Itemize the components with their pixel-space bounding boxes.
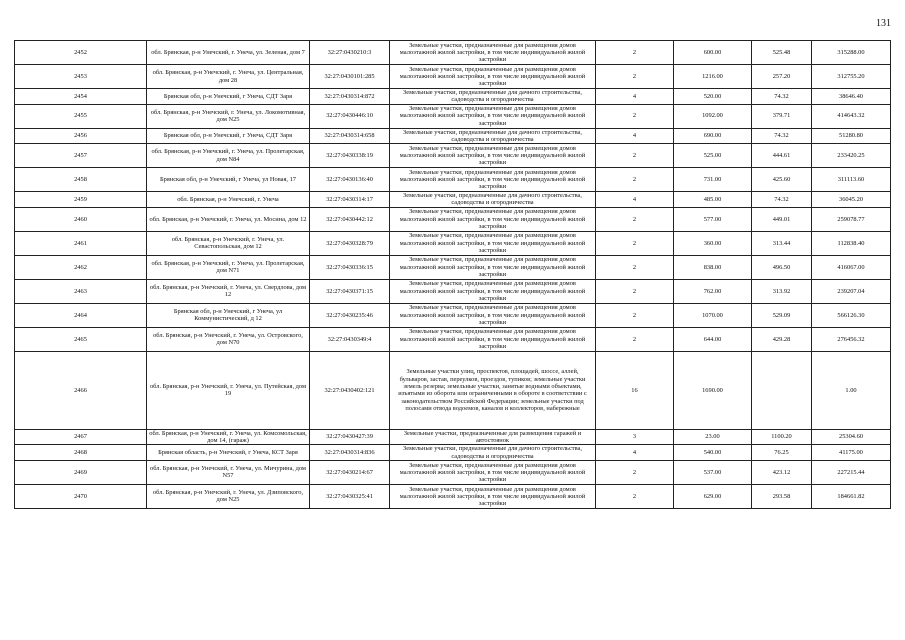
row-number: 2465 [15, 327, 147, 351]
area-cell: 600.00 [674, 41, 752, 65]
rate-cell: 1100.20 [752, 429, 812, 445]
group-cell: 2 [596, 279, 674, 303]
rate-cell: 74.32 [752, 89, 812, 105]
cadastral-value-cell: 51280.80 [812, 128, 891, 144]
table-row [15, 104, 891, 128]
area-cell: 762.00 [674, 279, 752, 303]
rate-cell: 449.01 [752, 207, 812, 231]
address-cell: обл. Брянская, р-н Унечский, г. Унеча, ул. Свердлова, дом 12 [147, 279, 310, 303]
cadastral-number-cell: 32:27:0430136:40 [310, 168, 390, 192]
cadastral-value-cell: 414643.32 [812, 104, 891, 128]
cadastral-number-cell: 32:27:0430442:12 [310, 207, 390, 231]
cadastral-number-cell: 32:27:0430427:39 [310, 429, 390, 445]
land-use-cell: Земельные участки, предназначенные для дачного строительства, садоводства и огородничества [390, 89, 596, 105]
group-cell: 2 [596, 327, 674, 351]
table-row [15, 484, 891, 508]
cadastral-number-cell: 32:27:0430314:17 [310, 192, 390, 208]
group-cell: 2 [596, 144, 674, 168]
rate-cell: 423.12 [752, 460, 812, 484]
row-number: 2462 [15, 255, 147, 279]
area-cell: 525.00 [674, 144, 752, 168]
address-cell: обл. Брянская, р-н Унечский, г. Унеча, ул. Локомотивная, дом N25 [147, 104, 310, 128]
table-row [15, 327, 891, 351]
area-cell: 23.00 [674, 429, 752, 445]
land-use-cell: Земельные участки, предназначенные для размещения домов малоэтажной жилой застройки, в том числе индивидуальной жилой застройки [390, 104, 596, 128]
row-number: 2458 [15, 168, 147, 192]
cadastral-number-cell: 32:27:0430314:658 [310, 128, 390, 144]
address-cell: обл. Брянская, р-н Унечский, г. Унеча, ул. Центральная, дом 28 [147, 65, 310, 89]
table-row [15, 89, 891, 105]
address-cell: обл. Брянская, р-н Унечский, г. Унеча, ул. Мосина, дом 12 [147, 207, 310, 231]
address-cell: обл. Брянская, р-н Унечский, г. Унеча, ул. Мичурина, дом N57 [147, 460, 310, 484]
area-cell: 629.00 [674, 484, 752, 508]
cadastral-number-cell: 32:27:0430214:67 [310, 460, 390, 484]
land-use-cell: Земельные участки, предназначенные для размещения домов малоэтажной жилой застройки, в том числе индивидуальной жилой застройки [390, 144, 596, 168]
area-cell: 1216.00 [674, 65, 752, 89]
cadastral-value-cell: 38646.40 [812, 89, 891, 105]
cadastral-number-cell: 32:27:0430314:836 [310, 445, 390, 461]
rate-cell: 379.71 [752, 104, 812, 128]
table-row [15, 445, 891, 461]
area-cell: 1690.00 [674, 351, 752, 429]
land-use-cell: Земельные участки, предназначенные для дачного строительства, садоводства и огородничества [390, 445, 596, 461]
cadastral-number-cell: 32:27:0430314:872 [310, 89, 390, 105]
group-cell: 2 [596, 168, 674, 192]
row-number: 2468 [15, 445, 147, 461]
cadastral-number-cell: 32:27:0430235:46 [310, 303, 390, 327]
cadastral-value-cell: 41175.00 [812, 445, 891, 461]
group-cell: 2 [596, 65, 674, 89]
group-cell: 16 [596, 351, 674, 429]
table-row [15, 255, 891, 279]
group-cell: 4 [596, 192, 674, 208]
cadastral-number-cell: 32:27:0430210:3 [310, 41, 390, 65]
group-cell: 2 [596, 104, 674, 128]
rate-cell: 429.28 [752, 327, 812, 351]
address-cell: обл. Брянская, р-н Унечский, г. Унеча [147, 192, 310, 208]
rate-cell: 257.20 [752, 65, 812, 89]
row-number: 2455 [15, 104, 147, 128]
cadastral-value-cell: 416067.00 [812, 255, 891, 279]
address-cell: обл. Брянская, р-н Унечский, г. Унеча, ул. Путейская, дом 19 [147, 351, 310, 429]
area-cell: 731.00 [674, 168, 752, 192]
row-number: 2452 [15, 41, 147, 65]
cadastral-value-cell: 25304.60 [812, 429, 891, 445]
area-cell: 520.00 [674, 89, 752, 105]
table-row [15, 207, 891, 231]
land-use-cell: Земельные участки, предназначенные для размещения домов малоэтажной жилой застройки, в том числе индивидуальной жилой застройки [390, 168, 596, 192]
group-cell: 2 [596, 303, 674, 327]
area-cell: 577.00 [674, 207, 752, 231]
rate-cell: 313.92 [752, 279, 812, 303]
table-row [15, 144, 891, 168]
cadastral-number-cell: 32:27:0430338:19 [310, 144, 390, 168]
row-number: 2464 [15, 303, 147, 327]
row-number: 2461 [15, 231, 147, 255]
rate-cell: 444.61 [752, 144, 812, 168]
row-number: 2460 [15, 207, 147, 231]
rate-cell: 525.48 [752, 41, 812, 65]
land-use-cell: Земельные участки, предназначенные для дачного строительства, садоводства и огородничества [390, 128, 596, 144]
land-use-cell: Земельные участки, предназначенные для размещения гаражей и автостоянок [390, 429, 596, 445]
area-cell: 1070.00 [674, 303, 752, 327]
group-cell: 2 [596, 484, 674, 508]
address-cell: Брянская обл, р-н Унечский, г Унеча, СДТ Заря [147, 89, 310, 105]
cadastral-value-cell: 227215.44 [812, 460, 891, 484]
table-row [15, 65, 891, 89]
cadastral-number-cell: 32:27:0430328:79 [310, 231, 390, 255]
land-use-cell: Земельные участки, предназначенные для размещения домов малоэтажной жилой застройки, в том числе индивидуальной жилой застройки [390, 41, 596, 65]
area-cell: 540.00 [674, 445, 752, 461]
table-row [15, 279, 891, 303]
row-number: 2457 [15, 144, 147, 168]
land-use-cell: Земельные участки улиц, проспектов, площадей, шоссе, аллей, бульваров, застав, переулков, проездов, тупиков; земельные участки земель резерва; земельные участки, занятые водными объектами, изъятыми из оборота или ограниченными в обороте в соответствии с законодательством Российской Федерации; земельные участки под полосами отвода водоемов, каналов и коллекторов, набережные [390, 351, 596, 429]
cadastral-value-cell: 566126.30 [812, 303, 891, 327]
land-use-cell: Земельные участки, предназначенные для размещения домов малоэтажной жилой застройки, в том числе индивидуальной жилой застройки [390, 65, 596, 89]
address-cell: обл. Брянская, р-н Унечский, г. Унеча, ул. Комсомольская, дом 14, (гараж) [147, 429, 310, 445]
land-use-cell: Земельные участки, предназначенные для размещения домов малоэтажной жилой застройки, в том числе индивидуальной жилой застройки [390, 231, 596, 255]
row-number: 2467 [15, 429, 147, 445]
cadastral-number-cell: 32:27:0430336:15 [310, 255, 390, 279]
rate-cell: 313.44 [752, 231, 812, 255]
cadastral-value-cell: 312755.20 [812, 65, 891, 89]
area-cell: 690.00 [674, 128, 752, 144]
area-cell: 360.00 [674, 231, 752, 255]
cadastral-value-cell: 36045.20 [812, 192, 891, 208]
table-row [15, 168, 891, 192]
area-cell: 537.00 [674, 460, 752, 484]
rate-cell: 76.25 [752, 445, 812, 461]
cadastral-value-cell: 311113.60 [812, 168, 891, 192]
group-cell: 4 [596, 89, 674, 105]
table-row [15, 192, 891, 208]
land-use-cell: Земельные участки, предназначенные для размещения домов малоэтажной жилой застройки, в том числе индивидуальной жилой застройки [390, 207, 596, 231]
address-cell: Брянская обл, р-н Унечский, г Унеча, ул Коммунистический, д 12 [147, 303, 310, 327]
row-number: 2456 [15, 128, 147, 144]
table-row [15, 351, 891, 429]
address-cell: обл. Брянская, р-н Унечский, г. Унеча, ул. Островского, дом N70 [147, 327, 310, 351]
row-number: 2463 [15, 279, 147, 303]
table-row [15, 128, 891, 144]
land-use-cell: Земельные участки, предназначенные для размещения домов малоэтажной жилой застройки, в том числе индивидуальной жилой застройки [390, 327, 596, 351]
group-cell: 2 [596, 460, 674, 484]
row-number: 2466 [15, 351, 147, 429]
address-cell: Брянская обл, р-н Унечский, г Унеча, СДТ Заря [147, 128, 310, 144]
land-use-cell: Земельные участки, предназначенные для размещения домов малоэтажной жилой застройки, в том числе индивидуальной жилой застройки [390, 484, 596, 508]
group-cell: 2 [596, 231, 674, 255]
address-cell: обл. Брянская, р-н Унечский, г. Унеча, ул. Севастопольская, дом 12 [147, 231, 310, 255]
cadastral-value-cell: 1.00 [812, 351, 891, 429]
row-number: 2459 [15, 192, 147, 208]
area-cell: 485.00 [674, 192, 752, 208]
land-use-cell: Земельные участки, предназначенные для дачного строительства, садоводства и огородничества [390, 192, 596, 208]
cadastral-value-cell: 112838.40 [812, 231, 891, 255]
table-row [15, 231, 891, 255]
row-number: 2470 [15, 484, 147, 508]
cadastral-value-cell: 184661.82 [812, 484, 891, 508]
group-cell: 3 [596, 429, 674, 445]
rate-cell: 496.50 [752, 255, 812, 279]
land-registry-table [14, 40, 891, 509]
cadastral-number-cell: 32:27:0430371:15 [310, 279, 390, 303]
table-row [15, 41, 891, 65]
rate-cell: 425.60 [752, 168, 812, 192]
area-cell: 838.00 [674, 255, 752, 279]
row-number: 2469 [15, 460, 147, 484]
area-cell: 644.00 [674, 327, 752, 351]
rate-cell: 529.09 [752, 303, 812, 327]
cadastral-value-cell: 315288.00 [812, 41, 891, 65]
table-row [15, 303, 891, 327]
table-row [15, 460, 891, 484]
land-use-cell: Земельные участки, предназначенные для размещения домов малоэтажной жилой застройки, в том числе индивидуальной жилой застройки [390, 279, 596, 303]
cadastral-value-cell: 233420.25 [812, 144, 891, 168]
cadastral-value-cell: 259078.77 [812, 207, 891, 231]
group-cell: 4 [596, 445, 674, 461]
rate-cell: 74.32 [752, 128, 812, 144]
address-cell: обл. Брянская, р-н Унечский, г. Унеча, ул. Зеленая, дом 7 [147, 41, 310, 65]
address-cell: обл. Брянская, р-н Унечский, г. Унеча, ул. Пролетарская, дом N84 [147, 144, 310, 168]
row-number: 2453 [15, 65, 147, 89]
cadastral-number-cell: 32:27:0430446:10 [310, 104, 390, 128]
table-body [15, 41, 891, 509]
cadastral-number-cell: 32:27:0430402:121 [310, 351, 390, 429]
cadastral-value-cell: 239207.04 [812, 279, 891, 303]
row-number: 2454 [15, 89, 147, 105]
page-number: 131 [876, 18, 891, 29]
land-use-cell: Земельные участки, предназначенные для размещения домов малоэтажной жилой застройки, в том числе индивидуальной жилой застройки [390, 460, 596, 484]
land-use-cell: Земельные участки, предназначенные для размещения домов малоэтажной жилой застройки, в том числе индивидуальной жилой застройки [390, 303, 596, 327]
cadastral-number-cell: 32:27:0430349:4 [310, 327, 390, 351]
group-cell: 2 [596, 41, 674, 65]
address-cell: Брянская обл, р-н Унечский, г Унеча, ул Новая, 17 [147, 168, 310, 192]
rate-cell: 293.58 [752, 484, 812, 508]
table-row [15, 429, 891, 445]
land-use-cell: Земельные участки, предназначенные для размещения домов малоэтажной жилой застройки, в том числе индивидуальной жилой застройки [390, 255, 596, 279]
cadastral-number-cell: 32:27:0430101:285 [310, 65, 390, 89]
group-cell: 2 [596, 207, 674, 231]
group-cell: 2 [596, 255, 674, 279]
cadastral-number-cell: 32:27:0430325:41 [310, 484, 390, 508]
area-cell: 1092.00 [674, 104, 752, 128]
rate-cell [752, 351, 812, 429]
address-cell: обл. Брянская, р-н Унечский, г. Унеча, ул. Дзиповского, дом N25 [147, 484, 310, 508]
address-cell: обл. Брянская, р-н Унечский, г. Унеча, ул. Пролетарская, дом N71 [147, 255, 310, 279]
rate-cell: 74.32 [752, 192, 812, 208]
cadastral-value-cell: 276456.32 [812, 327, 891, 351]
group-cell: 4 [596, 128, 674, 144]
address-cell: Брянская область, р-н Унечский, г Унеча, КСТ Заря [147, 445, 310, 461]
